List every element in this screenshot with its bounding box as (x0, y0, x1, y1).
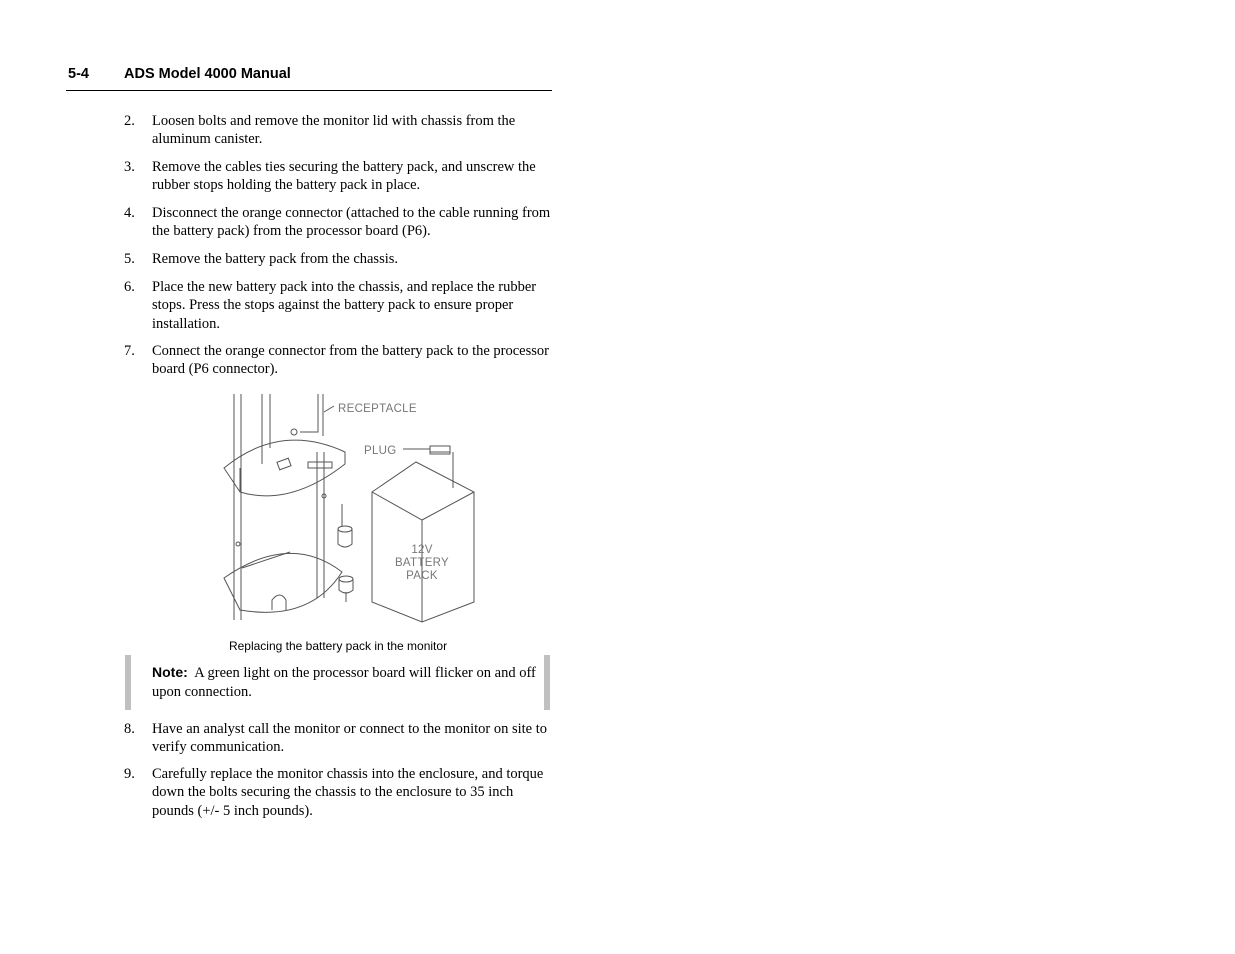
receptacle-label: RECEPTACLE (338, 403, 417, 415)
figure-caption: Replacing the battery pack in the monitor (228, 639, 448, 653)
note-label: Note: (152, 664, 188, 680)
manual-title: ADS Model 4000 Manual (124, 66, 291, 82)
battery-diagram (220, 392, 484, 628)
step-number: 9. (124, 766, 135, 782)
step-text: Loosen bolts and remove the monitor lid with chassis from the aluminum canister. (152, 113, 516, 148)
battery-label-line2: BATTERY (394, 557, 450, 569)
step-number: 6. (124, 279, 135, 295)
step-number: 7. (124, 343, 135, 359)
note-right-bar (544, 655, 550, 710)
step-text: Remove the battery pack from the chassis. (152, 251, 399, 267)
plug-label: PLUG (364, 445, 397, 457)
note-left-bar (125, 655, 131, 710)
page-header (66, 64, 552, 91)
note-text: A green light on the processor board will flicker on and off upon connection. (152, 665, 536, 700)
note-box (152, 663, 537, 702)
step-text: Connect the orange connector from the battery pack to the processor board (P6 connector). (152, 343, 549, 378)
step-text: Carefully replace the monitor chassis into the enclosure, and torque down the bolts securing the chassis to the enclosure to 35 inch pounds (+/- 5 inch pounds). (152, 766, 544, 819)
step-number: 3. (124, 159, 135, 175)
step-text: Have an analyst call the monitor or connect to the monitor on site to verify communication. (152, 721, 548, 756)
battery-label-line1: 12V (411, 544, 433, 556)
step-number: 5. (124, 251, 135, 267)
step-number: 2. (124, 113, 135, 129)
battery-label-line3: PACK (406, 570, 438, 582)
battery-replacement-figure (220, 392, 484, 628)
step-number: 4. (124, 205, 135, 221)
step-text: Place the new battery pack into the chassis, and replace the rubber stops. Press the stops against the battery pack to ensure proper installation. (152, 279, 537, 332)
step-text: Remove the cables ties securing the battery pack, and unscrew the rubber stops holding the battery pack in place. (152, 159, 536, 194)
step-number: 8. (124, 721, 135, 737)
step-text: Disconnect the orange connector (attached to the cable running from the battery pack) from the processor board (P6). (152, 205, 551, 240)
page-number: 5-4 (68, 66, 89, 82)
